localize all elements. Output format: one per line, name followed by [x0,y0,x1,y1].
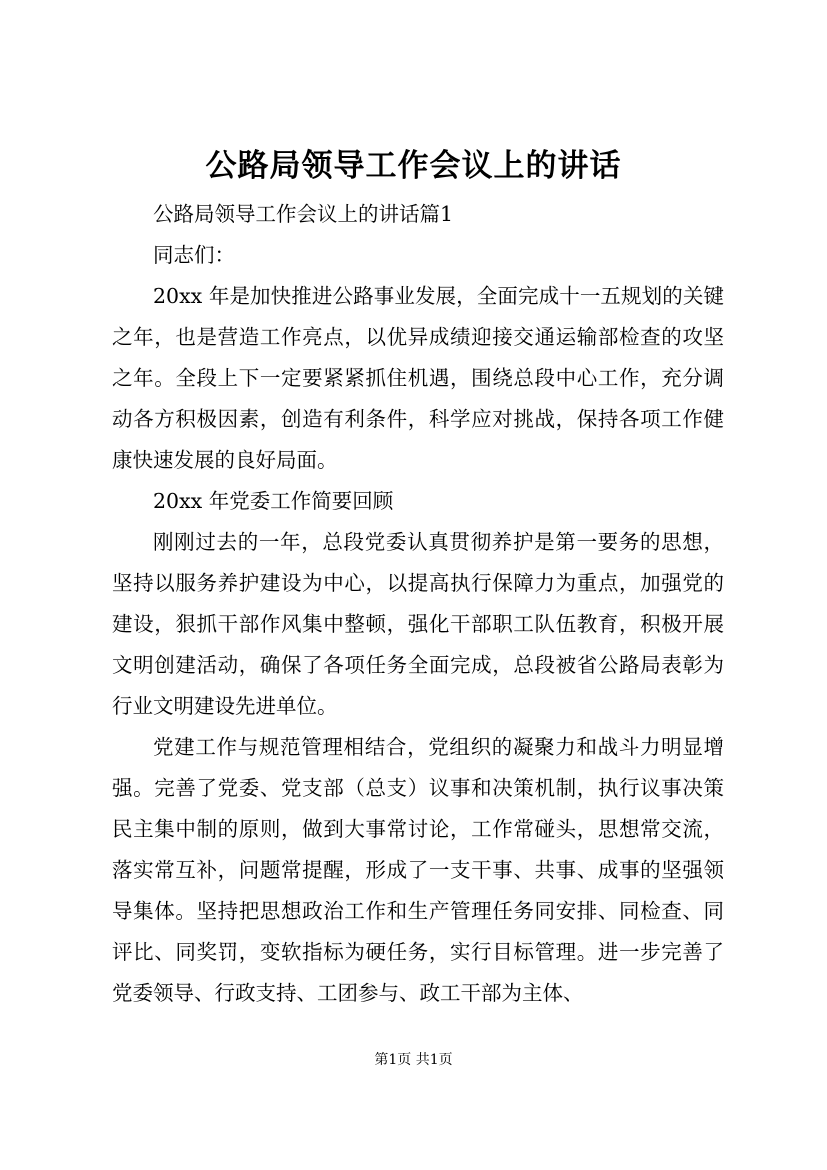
paragraph-review: 刚刚过去的一年，总段党委认真贯彻养护是第一要务的思想，坚持以服务养护建设为中心，以提高执行保障力为重点，加强党的建设，狠抓干部作风集中整顿，强化干部职工队伍教育，积极开展文明创建活动，确保了各项任务全面完成，总段被省公路局表彰为行业文明建设先进单位。 [112,530,724,718]
document-title: 公路局领导工作会议上的讲话 [205,148,622,184]
page-footer: 第1页 共1页 [374,1052,453,1068]
paragraph-party-building: 党建工作与规范管理相结合，党组织的凝聚力和战斗力明显增强。完善了党委、党支部（总支）议事和决策机制，执行议事决策民主集中制的原则，做到大事常讨论，工作常碰头，思想常交流，落实常互补，问题常提醒，形成了一支干事、共事、成事的坚强领导集体。坚持把思想政治工作和生产管理任务同安排、同检查、同评比、同奖罚，变软指标为硬任务，实行目标管理。进一步完善了党委领导、行政支持、工团参与、政工干部为主体、 [112,735,724,1005]
document-body [112,194,724,1014]
paragraph-subtitle: 公路局领导工作会议上的讲话篇1 [153,202,454,226]
paragraph-section-heading: 20xx 年党委工作简要回顾 [153,489,394,513]
paragraph-salutation: 同志们： [153,243,235,267]
paragraph-intro: 20xx 年是加快推进公路事业发展，全面完成十一五规划的关键之年，也是营造工作亮点，以优异成绩迎接交通运输部检查的攻坚之年。全段上下一定要紧紧抓住机遇，围绕总段中心工作，充分调动各方积极因素，创造有利条件，科学应对挑战，保持各项工作健康快速发展的良好局面。 [112,284,724,472]
